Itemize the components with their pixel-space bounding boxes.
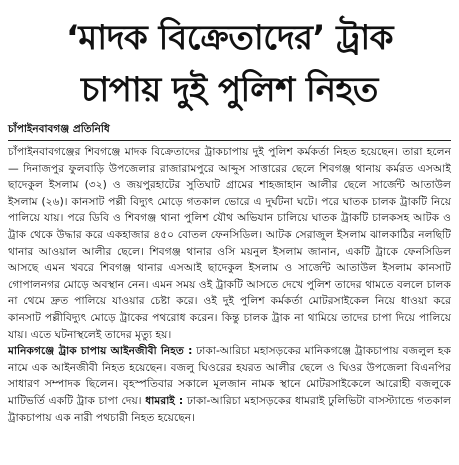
headline-line-1: ‘মাদক বিক্রেতাদের’ ট্রাক bbox=[65, 18, 394, 58]
subhead-dhamrai: ধামরাই : bbox=[145, 393, 184, 407]
article-paragraph-manikganj bbox=[8, 343, 451, 426]
paragraph-text-manikganj: ঢাকা-আরিচা মহাসড়কের মানিকগঞ্জে ট্রাকচাপায় বজলুল হক নামে এক আইনজীবী নিহত হয়েছেন। বজলু ঘিওরের হযরত আলীর ছেলে ও ঘিওর উপজেলা বিএনপির সাধারণ সম্পাদক ছিলেন। বৃহস্পতিবার সকালে মূলজান নামক স্থানে মোটরসাইকেলে আরোহী বজলুকে মাটিভর্তি একটি ট্রাক চাপা দেয়। bbox=[8, 344, 451, 407]
article-body bbox=[0, 141, 459, 426]
paragraph-text-dhamrai: ঢাকা-আরিচা মহাসড়কের ধামরাই ঢুলিভিটা বাসস্ট্যান্ডে গতকাল ট্রাকচাপায় এক নারী পথচারী নিহত হয়েছেন। bbox=[8, 393, 451, 424]
headline-line-2: চাপায় দুই পুলিশ নিহত bbox=[81, 70, 378, 110]
byline: চাঁপাইনবাবগঞ্জ প্রতিনিধি bbox=[8, 123, 110, 135]
article-paragraph-main: চাঁপাইনবাবগঞ্জের শিবগঞ্জে মাদক বিক্রেতাদের ট্রাকচাপায় দুই পুলিশ কর্মকর্তা নিহত হয়েছেন। তারা হলেন— দিনাজপুর ফুলবাড়ি উপজেলার রাজারামপুরে আব্দুস সাত্তারের ছেলে শিবগঞ্জ থানায় কর্মরত এসআই ছাদেকুল ইসলাম (৩২) ও জয়পুরহাটের সুতিঘাট গ্রামের শাহজাহান আলীর ছেলে সার্জেন্ট আতাউল ইসলাম (২৬)। কানসাট পল্লী বিদ্যুৎ মোড়ে গতকাল ভোরে এ দুর্ঘটনা ঘটে। পরে ঘাতক চালক ট্রাকটি নিয়ে পালিয়ে যায়। পরে ডিবি ও শিবগঞ্জ থানা পুলিশ যৌথ অভিযান চালিয়ে ঘাতক ট্রাকটি চালকসহ আটক ও ট্রাক থেকে উদ্ধার করে একহাজার ৪৫০ বোতল ফেনসিডিল। আটক সেরাজুল ইসলাম ঝালকাঠির নলছিটি থানার আওয়াল আলীর ছেলে। শিবগঞ্জ থানার ওসি ময়নুল ইসলাম জানান, একটি ট্রাকে ফেনসিডিল আসছে এমন খবরে শিবগঞ্জ থানার এসআই ছাদেকুল ইসলাম ও সার্জেন্ট আতাউল ইসলাম কানসাট গোপালনগর মোড়ে অবস্থান নেন। এমন সময় ওই ট্রাকটি আসতে দেখে পুলিশ তাদের থামতে বললে চালক না থেমে দ্রুত পালিয়ে যাওয়ার চেষ্টা করে। ওই দুই পুলিশ কর্মকর্তা মোটরসাইকেল নিয়ে ধাওয়া করে কানসাট পল্লীবিদ্যুৎ মোড়ে ট্রাকের পথরোধ করেন। কিন্তু চালক ট্রাক না থামিয়ে তাদের চাপা দিয়ে পালিয়ে যায়। এতে ঘটনাস্থলেই তাদের মৃত্যু হয়। bbox=[8, 145, 451, 341]
headline bbox=[0, 0, 459, 116]
subhead-manikganj: মানিকগঞ্জে ট্রাক চাপায় আইনজীবী নিহত : bbox=[8, 344, 193, 358]
